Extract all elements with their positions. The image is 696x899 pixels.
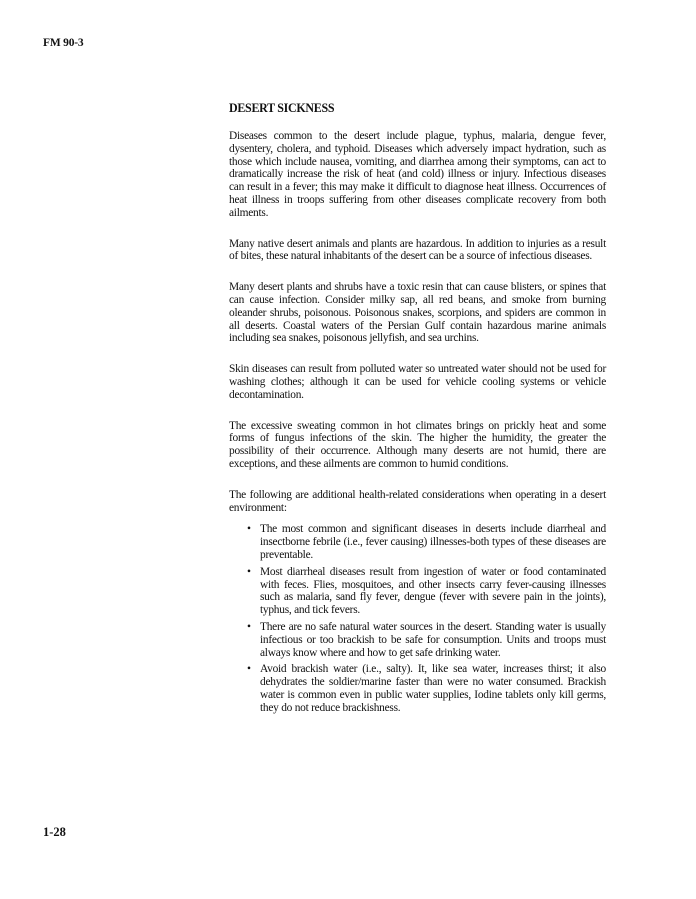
list-item	[245, 523, 606, 561]
list-item-text: Avoid brackish water (i.e., salty). It, like sea water, increases thirst; it also dehydrates the soldier/marine faster than were no water consumed. Brackish water is common even in public water supplies, Iodine tablets only kill germs, they do not reduce brackishness.	[260, 663, 606, 714]
paragraph-animals-plants: Many native desert animals and plants are hazardous. In addition to injuries as a result of bites, these natural inhabitants of the desert can be a source of infectious diseases.	[229, 237, 606, 263]
bullet-icon: •	[247, 620, 251, 633]
bullet-icon: •	[247, 523, 251, 536]
paragraph-considerations-intro: The following are additional health-related considerations when operating in a desert environment:	[229, 488, 606, 514]
section-title: DESERT SICKNESS	[229, 100, 335, 115]
list-item-text: Most diarrheal diseases result from ingestion of water or food contaminated with feces. Flies, mosquitoes, and other insects carry fever-causing illnesses such as malaria, sand fly fever, dengue (fever with severe pain in the joints), typhus, and tick fevers.	[260, 565, 606, 617]
paragraph-sweating: The excessive sweating common in hot climates brings on prickly heat and some forms of fungus infections of the skin. The higher the humidity, the greater the possibility of their occurrence. Although many deserts are not humid, there are exceptions, and these ailments are common to humid conditions.	[229, 419, 606, 470]
list-item	[245, 566, 606, 617]
list-item	[245, 621, 606, 659]
considerations-list	[229, 523, 606, 714]
list-item-text: There are no safe natural water sources in the desert. Standing water is usually infectious or too brackish to be safe for consumption. Units and troops must always know where and how to get safe drinking water.	[260, 620, 606, 659]
page-number: 1-28	[43, 825, 66, 839]
list-item-text: The most common and significant diseases in deserts include diarrheal and insectborne febrile (i.e., fever causing) illnesses-both types of these diseases are preventable.	[260, 523, 606, 561]
paragraph-diseases: Diseases common to the desert include plague, typhus, malaria, dengue fever, dysentery, cholera, and typhoid. Diseases which adversely impact hydration, such as those which include nausea, vomiting, and diarrhea among their symptoms, can act to dramatically increase the risk of heat (and cold) illness or injury. Infectious diseases can result in a fever; this may make it difficult to diagnose heat illness. Occurrences of heat illness in troops suffering from other diseases complicate recovery from both ailments.	[229, 130, 606, 219]
manual-id-header: FM 90-3	[43, 37, 84, 49]
paragraph-skin-diseases: Skin diseases can result from polluted water so untreated water should not be used for washing clothes; although it can be used for vehicle cooling systems or vehicle decontamination.	[229, 363, 606, 401]
bullet-icon: •	[247, 565, 251, 578]
paragraph-toxic-plants: Many desert plants and shrubs have a toxic resin that can cause blisters, or spines that can cause infection. Consider milky sap, all red beans, and smoke from burning oleander shrubs, poisonous. Poisonous snakes, scorpions, and spiders are common in all deserts. Coastal waters of the Persian Gulf contain hazardous marine animals including sea snakes, poisonous jellyfish, and sea urchins.	[229, 281, 606, 345]
list-item	[245, 663, 606, 714]
page-content	[229, 100, 606, 718]
bullet-icon: •	[247, 663, 251, 676]
